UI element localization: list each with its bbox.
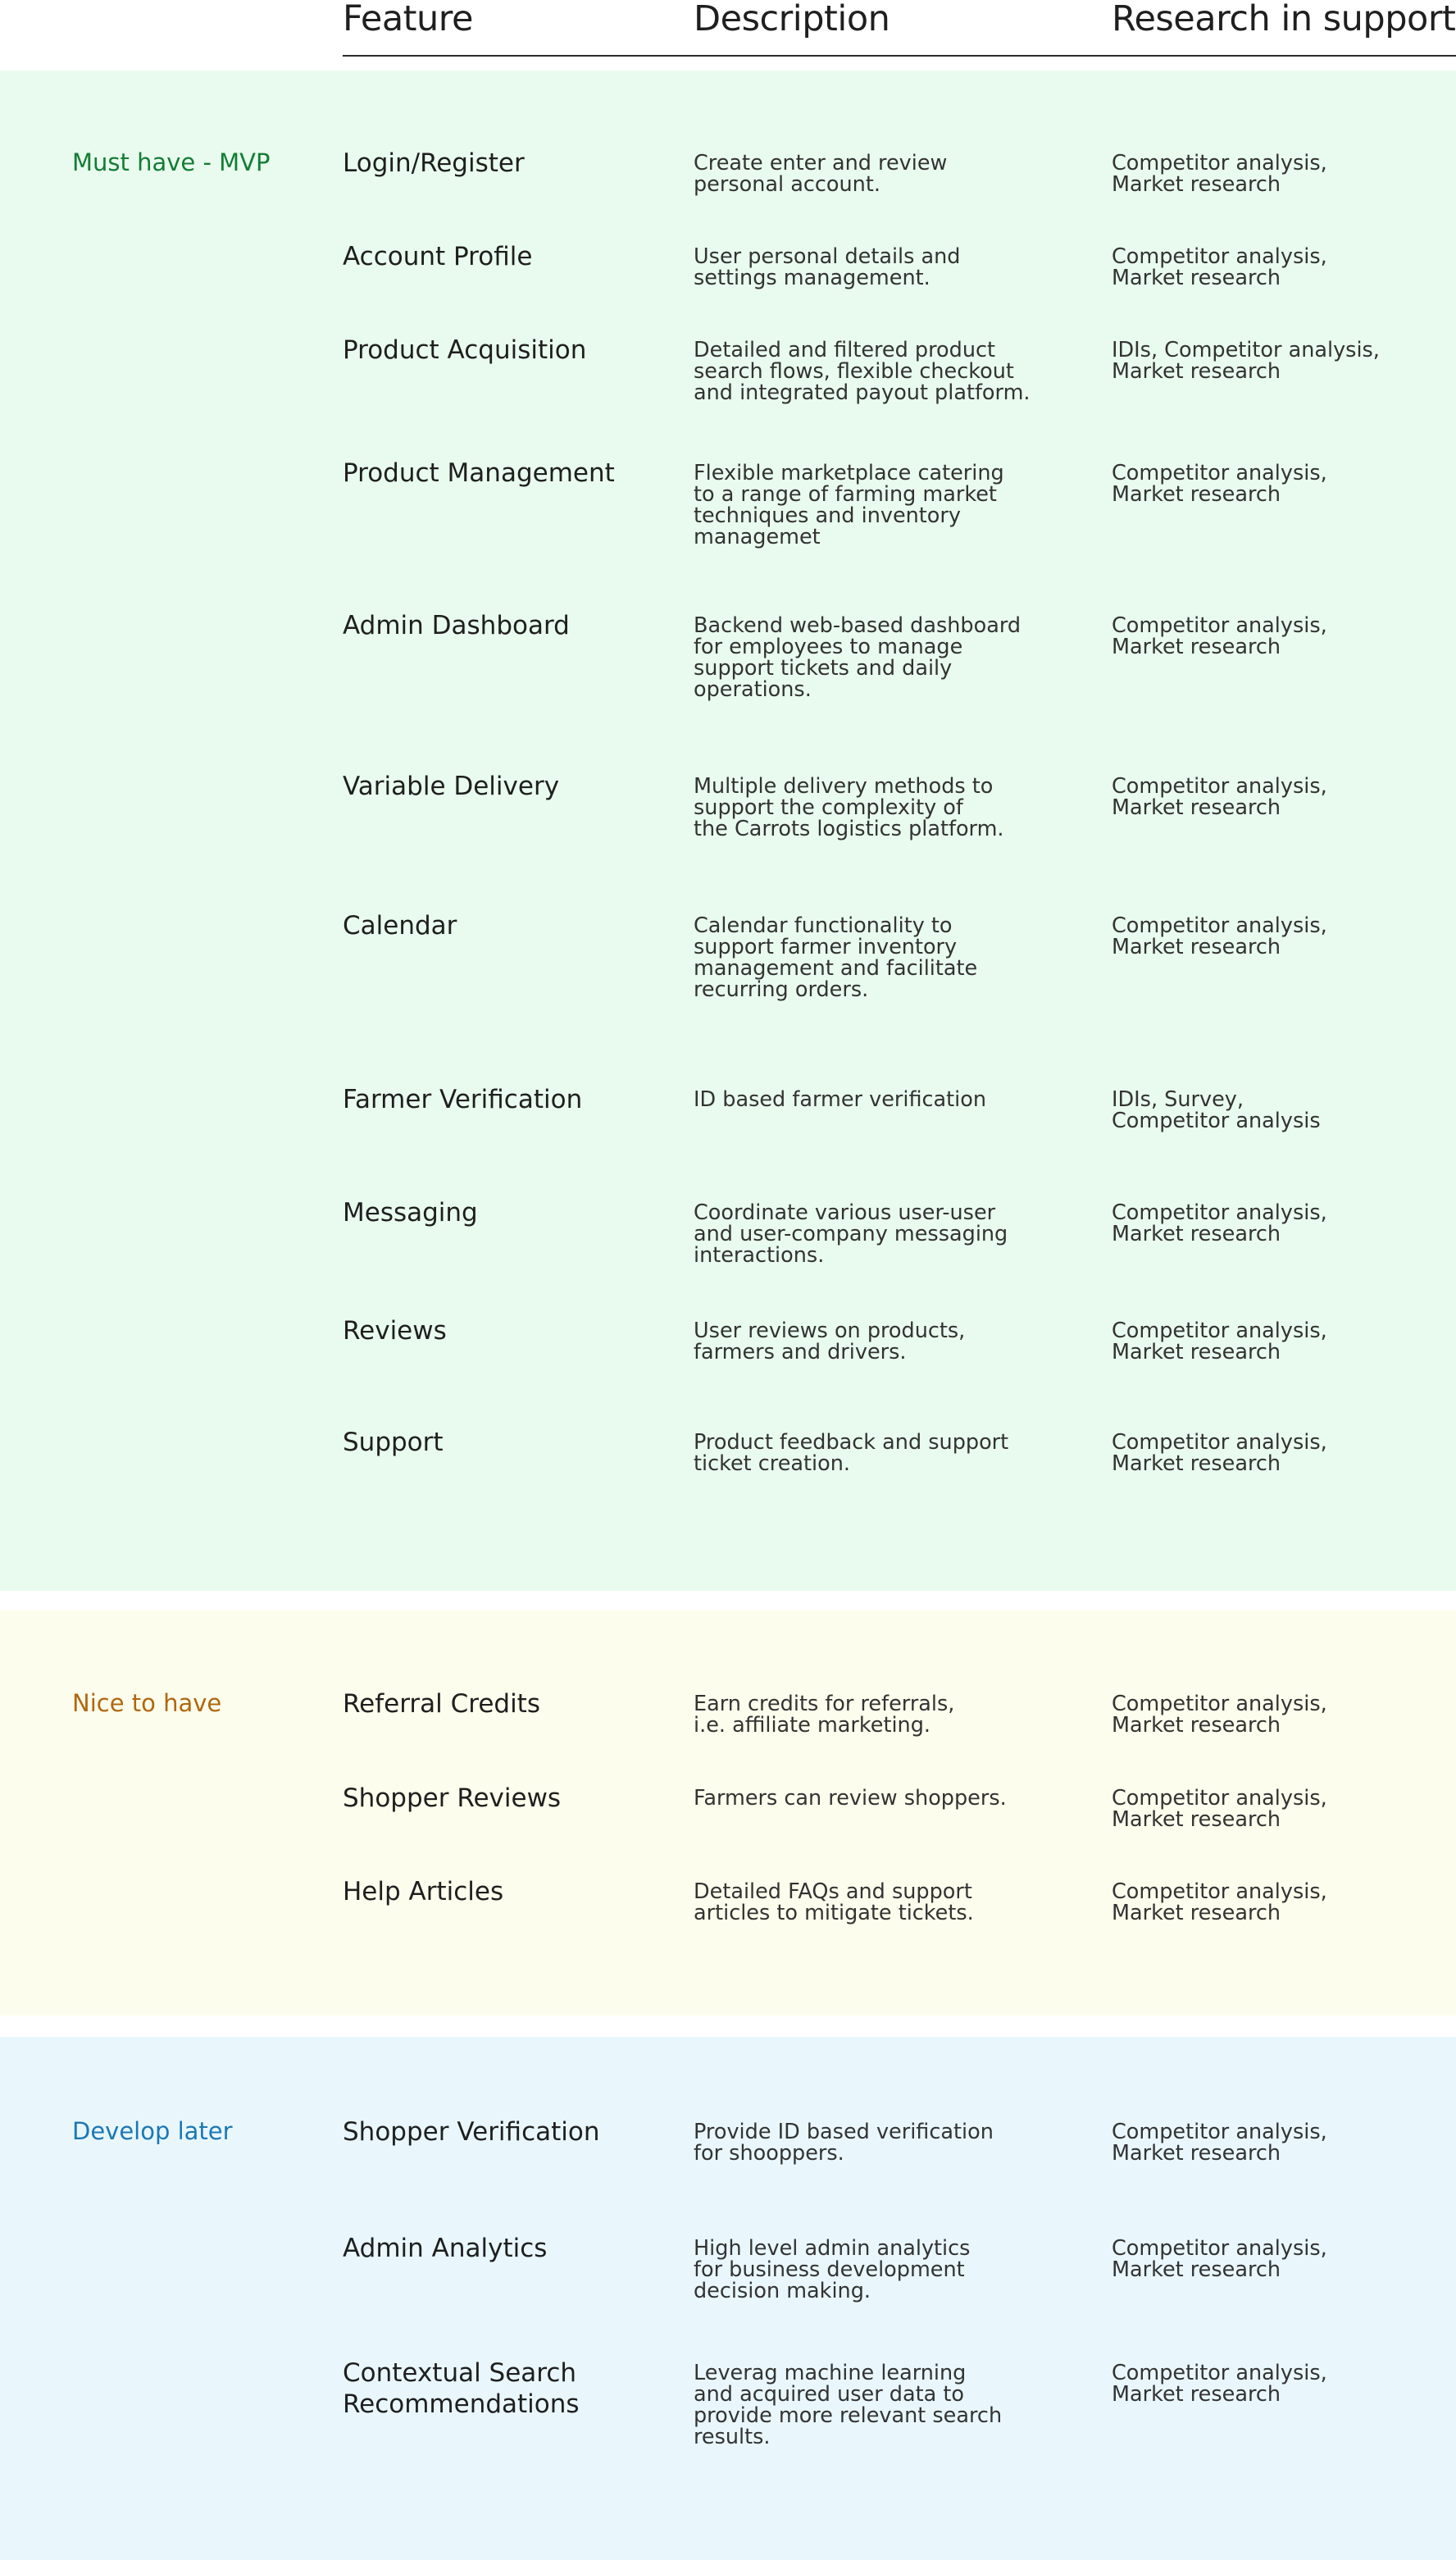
section-label-must-have: Must have - MVP bbox=[72, 148, 271, 176]
feature-research: IDIs, Survey, Competitor analysis bbox=[1112, 1087, 1321, 1133]
section-label-develop-later: Develop later bbox=[72, 2117, 233, 2145]
feature-description: Multiple delivery methods to support the complexity of the Carrots logistics platform. bbox=[694, 774, 1004, 841]
section-label-nice-to-have: Nice to have bbox=[72, 1689, 222, 1717]
feature-research: Competitor analysis, Market research bbox=[1112, 913, 1327, 959]
feature-name: Messaging bbox=[343, 1198, 478, 1228]
feature-research: Competitor analysis, Market research bbox=[1112, 1430, 1327, 1476]
column-header-description: Description bbox=[694, 0, 890, 39]
feature-description: Provide ID based verification for shooppers. bbox=[694, 2120, 994, 2166]
feature-research: Competitor analysis, Market research bbox=[1112, 1319, 1327, 1364]
feature-name: Product Management bbox=[343, 458, 615, 488]
table-header bbox=[0, 0, 1456, 57]
feature-description: Detailed FAQs and support articles to mitigate tickets. bbox=[694, 1879, 974, 1925]
feature-research: Competitor analysis, Market research bbox=[1112, 151, 1327, 197]
feature-name: Referral Credits bbox=[343, 1689, 540, 1719]
feature-name: Support bbox=[343, 1428, 444, 1457]
feature-research: Competitor analysis, Market research bbox=[1112, 1200, 1327, 1246]
feature-name: Variable Delivery bbox=[343, 772, 560, 801]
feature-description: Earn credits for referrals, i.e. affiliate marketing. bbox=[694, 1692, 955, 1738]
column-header-feature: Feature bbox=[343, 0, 473, 39]
feature-name: Admin Analytics bbox=[343, 2234, 548, 2263]
feature-research: Competitor analysis, Market research bbox=[1112, 2236, 1327, 2282]
feature-description: User reviews on products, farmers and drivers. bbox=[694, 1319, 966, 1364]
feature-research: Competitor analysis, Market research bbox=[1112, 1692, 1327, 1738]
feature-name: Account Profile bbox=[343, 242, 533, 271]
header-divider bbox=[343, 55, 1456, 57]
feature-research: Competitor analysis, Market research bbox=[1112, 613, 1327, 659]
feature-research: Competitor analysis, Market research bbox=[1112, 1879, 1327, 1925]
feature-description: User personal details and settings management. bbox=[694, 244, 961, 290]
feature-name: Login/Register bbox=[343, 148, 525, 178]
feature-description: Backend web-based dashboard for employees to manage support tickets and daily operations. bbox=[694, 613, 1021, 702]
feature-research: Competitor analysis, Market research bbox=[1112, 2120, 1327, 2166]
feature-description: Calendar functionality to support farmer inventory management and facilitate recurring orders. bbox=[694, 913, 978, 1002]
feature-description: Product feedback and support ticket creation. bbox=[694, 1430, 1009, 1476]
feature-name: Contextual Search Recommendations bbox=[343, 2358, 580, 2419]
feature-research: IDIs, Competitor analysis, Market research bbox=[1112, 338, 1380, 384]
feature-name: Farmer Verification bbox=[343, 1085, 583, 1114]
feature-research: Competitor analysis, Market research bbox=[1112, 774, 1327, 820]
feature-name: Shopper Reviews bbox=[343, 1783, 562, 1813]
feature-description: Farmers can review shoppers. bbox=[694, 1786, 1007, 1811]
feature-research: Competitor analysis, Market research bbox=[1112, 2361, 1327, 2407]
feature-name: Shopper Verification bbox=[343, 2117, 600, 2147]
feature-name: Calendar bbox=[343, 911, 457, 941]
feature-description: Leverag machine learning and acquired user data to provide more relevant search results. bbox=[694, 2361, 1003, 2449]
feature-name: Reviews bbox=[343, 1316, 447, 1346]
feature-description: Coordinate various user-user and user-company messaging interactions. bbox=[694, 1200, 1008, 1268]
section-develop-later bbox=[0, 2037, 1456, 2560]
section-nice-to-have bbox=[0, 1610, 1456, 2016]
feature-description: High level admin analytics for business development decision making. bbox=[694, 2236, 971, 2303]
feature-name: Product Acquisition bbox=[343, 335, 587, 365]
section-must-have bbox=[0, 71, 1456, 1591]
feature-research: Competitor analysis, Market research bbox=[1112, 244, 1327, 290]
feature-description: Detailed and filtered product search flows, flexible checkout and integrated payout platform. bbox=[694, 338, 1031, 405]
feature-description: Flexible marketplace catering to a range of farming market techniques and inventory managemet bbox=[694, 461, 1004, 549]
column-header-research: Research in support bbox=[1112, 0, 1456, 39]
feature-description: Create enter and review personal account. bbox=[694, 151, 948, 197]
feature-research: Competitor analysis, Market research bbox=[1112, 461, 1327, 507]
feature-name: Help Articles bbox=[343, 1877, 504, 1906]
feature-description: ID based farmer verification bbox=[694, 1087, 986, 1112]
feature-research: Competitor analysis, Market research bbox=[1112, 1786, 1327, 1832]
feature-name: Admin Dashboard bbox=[343, 611, 570, 640]
